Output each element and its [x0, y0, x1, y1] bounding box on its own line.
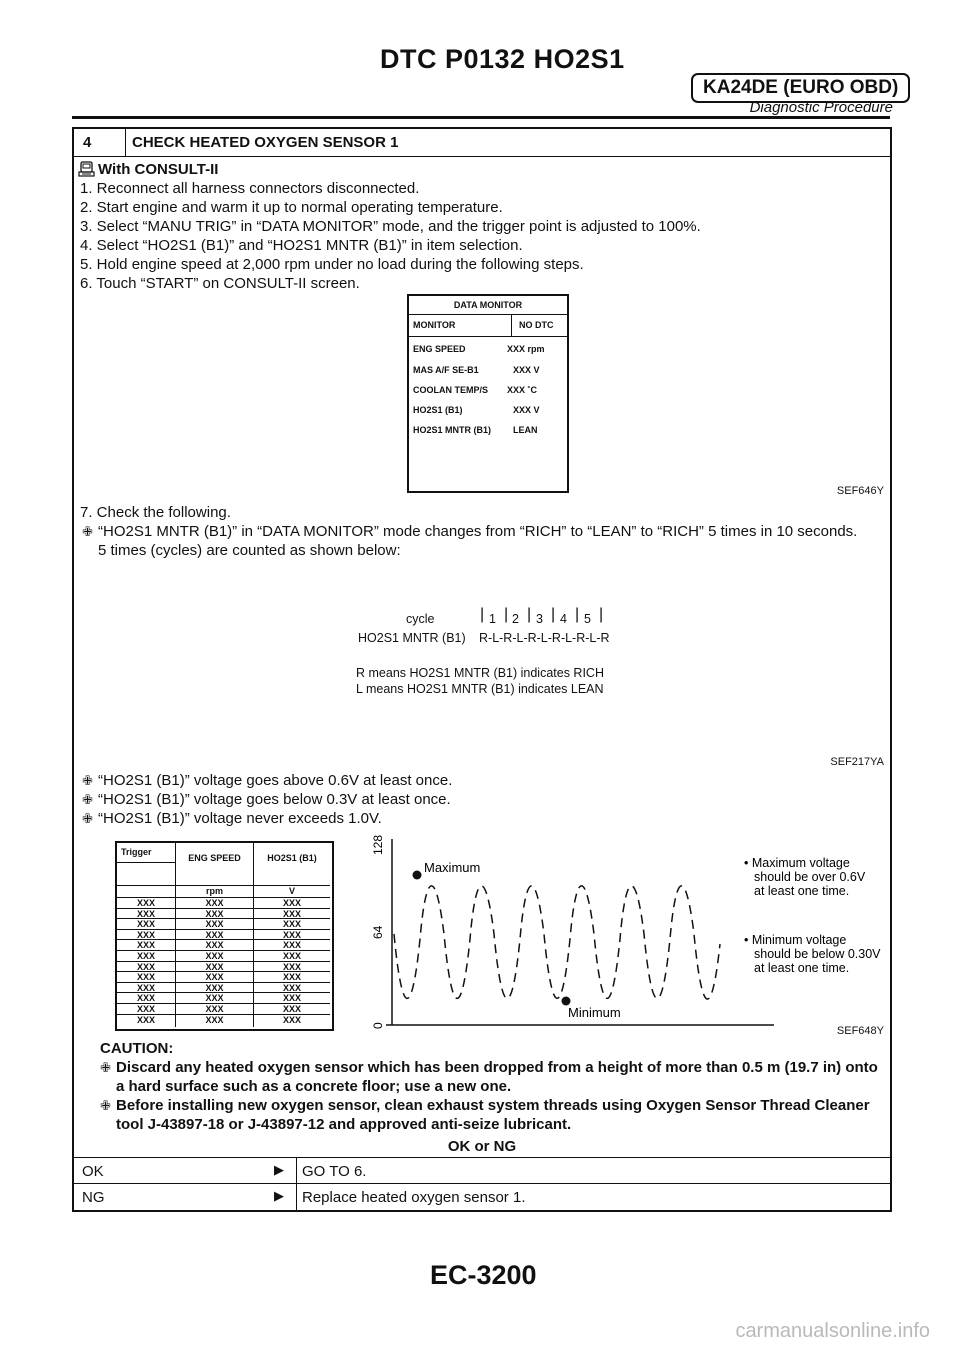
cycle-number: 5 [584, 612, 591, 626]
table-cell: XXX [282, 993, 301, 1004]
step-7-intro: 7. Check the following. [80, 504, 231, 521]
table-cell: XXX [205, 929, 224, 940]
result-ok-label: OK [82, 1163, 104, 1180]
note-min-1: • Minimum voltage [744, 933, 847, 947]
result-heading: OK or NG [447, 1138, 517, 1155]
note-max-1: • Maximum voltage [744, 856, 850, 870]
bullet-icon: ✙ [82, 773, 93, 788]
cycle-marker: | [504, 606, 509, 623]
voltage-bullet: “HO2S1 (B1)” voltage never exceeds 1.0V. [98, 810, 382, 827]
divider [409, 336, 567, 337]
caution-item-2-cont: tool J-43897-18 or J-43897-12 and approved anti-seize lubricant. [116, 1116, 572, 1133]
table-header-eng-speed: ENG SPEED [188, 853, 241, 863]
table-cell: XXX [282, 951, 301, 961]
cycle-marker: | [527, 606, 532, 623]
table-cell: XXX [282, 940, 301, 951]
table-cell: XXX [136, 929, 155, 940]
table-cell: XXX [136, 908, 155, 919]
table-cell: XXX [205, 898, 224, 908]
monitor-row-name: HO2S1 MNTR (B1) [413, 425, 492, 435]
y-tick-128: 128 [371, 834, 385, 855]
table-cell: XXX [282, 908, 301, 919]
table-cell: XXX [282, 982, 301, 993]
table-cell: XXX [205, 1004, 224, 1014]
table-cell: XXX [282, 919, 301, 930]
caution-label: CAUTION: [100, 1040, 174, 1057]
watermark: carmanualsonline.info [735, 1320, 930, 1342]
monitor-row-value: XXX ˚C [507, 385, 538, 395]
step-title: CHECK HEATED OXYGEN SENSOR 1 [132, 134, 399, 151]
bullet-icon: ✙ [82, 524, 93, 539]
result-ng-label: NG [82, 1189, 105, 1206]
cycle-label: cycle [406, 612, 435, 626]
table-cell: XXX [136, 993, 155, 1004]
arrow-right-icon: ▶ [274, 1162, 284, 1177]
cycle-sequence: R-L-R-L-R-L-R-L-R-L-R [479, 631, 610, 645]
procedure-box [72, 127, 892, 1212]
table-cell: XXX [136, 1004, 155, 1014]
table-cell: XXX [282, 1004, 301, 1014]
data-monitor-title: DATA MONITOR [453, 300, 523, 310]
cycle-legend-r: R means HO2S1 MNTR (B1) indicates RICH [356, 666, 604, 680]
divider [511, 314, 512, 336]
note-max-3: at least one time. [754, 884, 850, 898]
note-max-2: should be over 0.6V [754, 870, 866, 884]
result-ok-action: GO TO 6. [302, 1163, 367, 1180]
cycle-marker: | [575, 606, 580, 623]
monitor-row-value: XXX V [513, 365, 540, 375]
monitor-row-name: MAS A/F SE-B1 [413, 365, 479, 375]
monitor-row-name: ENG SPEED [413, 344, 466, 354]
table-cell: XXX [136, 951, 155, 961]
table-cell: XXX [205, 961, 224, 972]
step-number: 4 [83, 134, 92, 151]
page-title: DTC P0132 HO2S1 [380, 44, 625, 74]
table-cell: XXX [205, 940, 224, 951]
note-min-3: at least one time. [754, 961, 850, 975]
step-5: 5. Hold engine speed at 2,000 rpm under no load during the following steps. [80, 256, 584, 273]
divider [74, 1183, 890, 1184]
table-unit-v: V [288, 886, 295, 896]
step-header-divider [74, 156, 890, 157]
ho2s1-waveform [364, 829, 884, 1039]
cycle-marker: | [480, 606, 485, 623]
max-label: Maximum [424, 860, 481, 875]
table-cell: XXX [205, 982, 224, 993]
header-divider [72, 116, 890, 119]
table-cell: XXX [136, 919, 155, 930]
data-monitor-col-monitor: MONITOR [413, 320, 456, 330]
table-header-ho2s1: HO2S1 (B1) [267, 853, 317, 863]
result-ng-action: Replace heated oxygen sensor 1. [302, 1189, 526, 1206]
cycle-number: 4 [560, 612, 567, 626]
data-monitor-col-status: NO DTC [519, 320, 554, 330]
page-number: EC-3200 [430, 1260, 537, 1290]
table-cell: XXX [205, 972, 224, 983]
bullet-icon: ✙ [100, 1060, 111, 1075]
voltage-bullet: “HO2S1 (B1)” voltage goes below 0.3V at least once. [98, 791, 451, 808]
table-unit-rpm: rpm [205, 886, 223, 896]
table-cell: XXX [205, 919, 224, 930]
caution-item-1: Discard any heated oxygen sensor which has been dropped from a height of more than 0.5 m (19.7 in) onto [116, 1059, 878, 1076]
cycle-monitor-label: HO2S1 MNTR (B1) [358, 631, 466, 645]
min-label: Minimum [568, 1005, 621, 1020]
table-cell: XXX [282, 1014, 301, 1025]
table-cell: XXX [282, 898, 301, 908]
table-cell: XXX [205, 1014, 224, 1025]
voltage-bullet: “HO2S1 (B1)” voltage goes above 0.6V at least once. [98, 772, 453, 789]
caution-item-1-cont: a hard surface such as a concrete floor; use a new one. [116, 1078, 512, 1095]
step-column-divider [125, 129, 126, 156]
section-subtitle: Diagnostic Procedure [749, 99, 893, 116]
engine-badge: KA24DE (EURO OBD) [691, 73, 910, 103]
divider [74, 1157, 890, 1158]
cycle-marker: | [551, 606, 556, 623]
step-4: 4. Select “HO2S1 (B1)” and “HO2S1 MNTR (B1)” in item selection. [80, 237, 523, 254]
consult-label: With CONSULT-II [98, 161, 219, 178]
table-cell: XXX [282, 961, 301, 972]
monitor-row-value: XXX V [513, 405, 540, 415]
table-cell: XXX [205, 951, 224, 961]
divider [409, 314, 567, 315]
table-cell: XXX [136, 982, 155, 993]
table-cell: XXX [282, 929, 301, 940]
table-cell: XXX [136, 898, 155, 908]
step-3: 3. Select “MANU TRIG” in “DATA MONITOR” mode, and the trigger point is adjusted to 100%. [80, 218, 701, 235]
freeze-frame-table [115, 841, 334, 1031]
table-cell: XXX [136, 972, 155, 983]
data-monitor-panel [407, 294, 569, 493]
monitor-row-value: LEAN [513, 425, 538, 435]
y-tick-64: 64 [371, 925, 385, 939]
step-1: 1. Reconnect all harness connectors disconnected. [80, 180, 420, 197]
step-2: 2. Start engine and warm it up to normal operating temperature. [80, 199, 503, 216]
divider [117, 862, 175, 863]
table-cell: XXX [205, 993, 224, 1004]
cycle-diagram [344, 594, 664, 714]
step-7-bullet: “HO2S1 MNTR (B1)” in “DATA MONITOR” mode changes from “RICH” to “LEAN” to “RICH” 5 times in 10 seconds. [98, 523, 858, 540]
step-7-bullet-cont: 5 times (cycles) are counted as shown below: [98, 542, 401, 559]
monitor-row-value: XXX rpm [507, 344, 545, 354]
arrow-right-icon: ▶ [274, 1188, 284, 1203]
bullet-icon: ✙ [82, 792, 93, 807]
monitor-row-name: COOLAN TEMP/S [413, 385, 489, 395]
figure-id: SEF646Y [836, 485, 884, 497]
figure-id: SEF217YA [830, 756, 884, 768]
max-marker [413, 871, 422, 880]
cycle-marker: | [599, 606, 604, 623]
table-cell: XXX [136, 961, 155, 972]
figure-id: SEF648Y [836, 1025, 884, 1037]
table-cell: XXX [136, 1014, 155, 1025]
cycle-number: 2 [512, 612, 519, 626]
table-header-trigger: Trigger [121, 847, 152, 857]
step-6: 6. Touch “START” on CONSULT-II screen. [80, 275, 360, 292]
table-cell: XXX [282, 972, 301, 983]
caution-item-2: Before installing new oxygen sensor, clean exhaust system threads using Oxygen Sensor Thread Cleaner [116, 1097, 870, 1114]
bullet-icon: ✙ [82, 811, 93, 826]
table-cell: XXX [136, 940, 155, 951]
cycle-number: 1 [489, 612, 496, 626]
bullet-icon: ✙ [100, 1098, 111, 1113]
note-min-2: should be below 0.30V [754, 947, 881, 961]
cycle-number: 3 [536, 612, 543, 626]
y-tick-0: 0 [371, 1022, 385, 1029]
monitor-row-name: HO2S1 (B1) [413, 405, 463, 415]
cycle-legend-l: L means HO2S1 MNTR (B1) indicates LEAN [356, 682, 604, 696]
table-cell: XXX [205, 908, 224, 919]
